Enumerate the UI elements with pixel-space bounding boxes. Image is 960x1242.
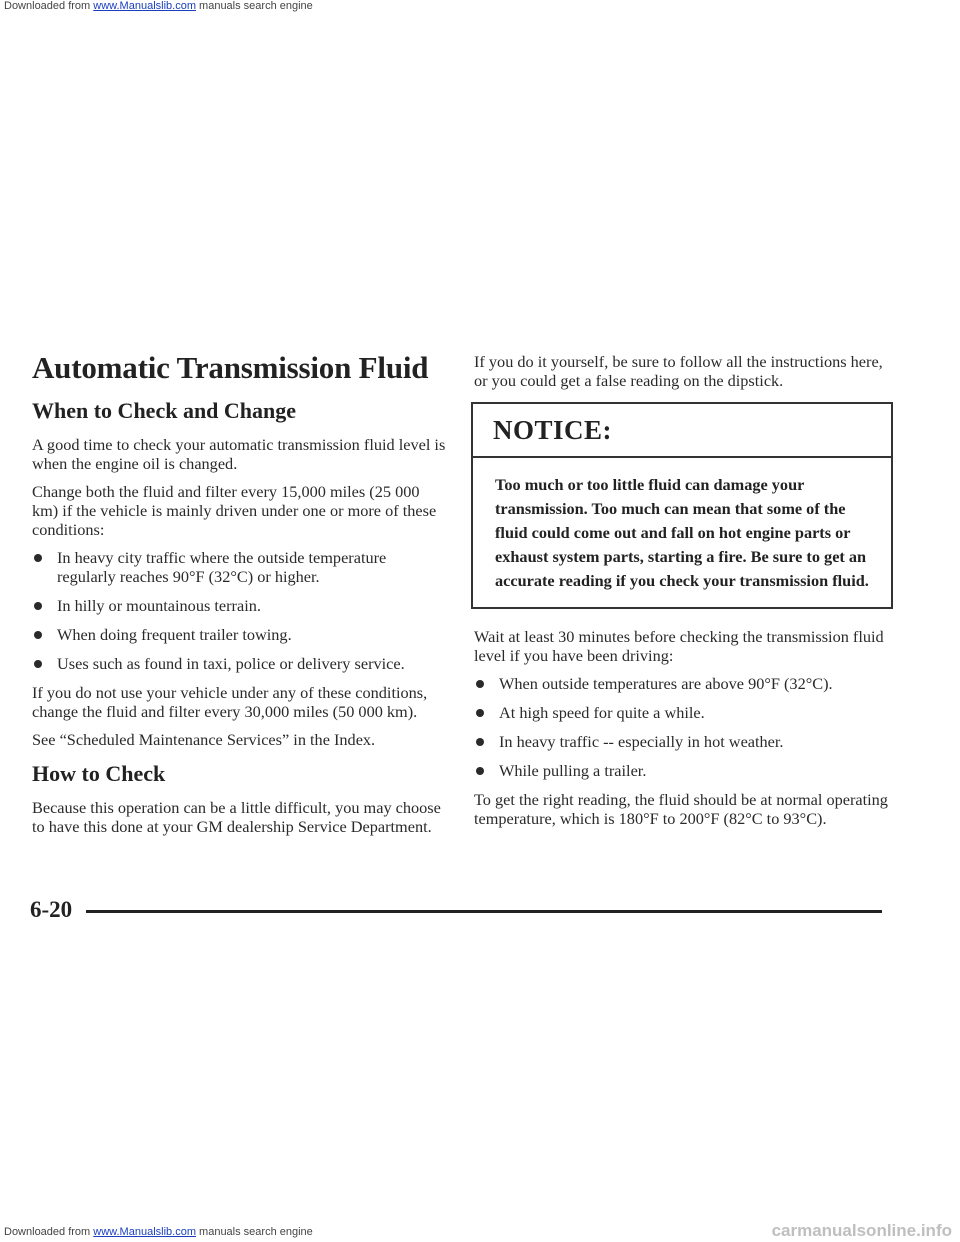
watermark-suffix: manuals search engine — [195, 1226, 313, 1238]
do-it-yourself-paragraph: If you do it yourself, be sure to follow all the instructions here, or you could get a false reading on the dipstick. — [474, 352, 883, 390]
conditions-list — [32, 548, 447, 673]
right-column — [474, 352, 894, 837]
page-title: Automatic Transmission Fluid — [32, 350, 429, 385]
manualslib-link[interactable]: www.Manualslib.com — [93, 0, 196, 12]
list-item: When outside temperatures are above 90°F (32°C). — [474, 674, 894, 693]
site-watermark-logo: carmanualsonline.info — [771, 1221, 952, 1240]
dealership-paragraph: Because this operation can be a little difficult, you may choose to have this done at your GM dealership Service Department. — [32, 798, 441, 836]
footer-rule — [86, 910, 882, 913]
normal-interval-paragraph: If you do not use your vehicle under any of these conditions, change the fluid and filter every 30,000 miles (50 000 km). — [32, 683, 428, 721]
intro-paragraph: A good time to check your automatic transmission fluid level is when the engine oil is changed. — [32, 435, 446, 473]
notice-header — [473, 404, 891, 458]
notice-box — [471, 402, 893, 609]
list-item: In hilly or mountainous terrain. — [32, 596, 447, 615]
list-item: When doing frequent trailer towing. — [32, 625, 447, 644]
operating-temperature-paragraph: To get the right reading, the fluid should be at normal operating temperature, which is 180°F to 200°F (82°C to 93°C). — [474, 790, 888, 828]
watermark-prefix: Downloaded from — [4, 0, 94, 12]
left-column — [32, 350, 447, 845]
see-index-paragraph: See “Scheduled Maintenance Services” in the Index. — [32, 730, 376, 749]
download-watermark-top — [4, 0, 313, 12]
notice-body: Too much or too little fluid can damage your transmission. Too much can mean that some of the fluid could come out and fall on hot engine parts or exhaust system parts, starting a fire. Be sure to get an accurate reading if you check your transmission fluid. — [495, 475, 869, 590]
list-item: At high speed for quite a while. — [474, 703, 894, 722]
notice-title: NOTICE: — [493, 415, 613, 445]
change-interval-paragraph: Change both the fluid and filter every 15,000 miles (25 000 km) if the vehicle is mainly driven under one or more of these conditions: — [32, 482, 437, 539]
when-to-check-heading: When to Check and Change — [32, 398, 297, 423]
page-number: 6-20 — [30, 897, 73, 922]
download-watermark-bottom — [4, 1226, 313, 1238]
watermark-prefix: Downloaded from — [4, 1226, 94, 1238]
driving-conditions-list — [474, 674, 894, 780]
list-item: While pulling a trailer. — [474, 761, 894, 780]
how-to-check-heading: How to Check — [32, 761, 166, 786]
manualslib-link[interactable]: www.Manualslib.com — [93, 1226, 196, 1238]
list-item: Uses such as found in taxi, police or delivery service. — [32, 654, 447, 673]
page-footer — [30, 897, 882, 923]
watermark-suffix: manuals search engine — [195, 0, 313, 12]
wait-paragraph: Wait at least 30 minutes before checking the transmission fluid level if you have been driving: — [474, 627, 884, 665]
list-item: In heavy city traffic where the outside temperature regularly reaches 90°F (32°C) or higher. — [32, 548, 447, 586]
list-item: In heavy traffic -- especially in hot weather. — [474, 732, 894, 751]
